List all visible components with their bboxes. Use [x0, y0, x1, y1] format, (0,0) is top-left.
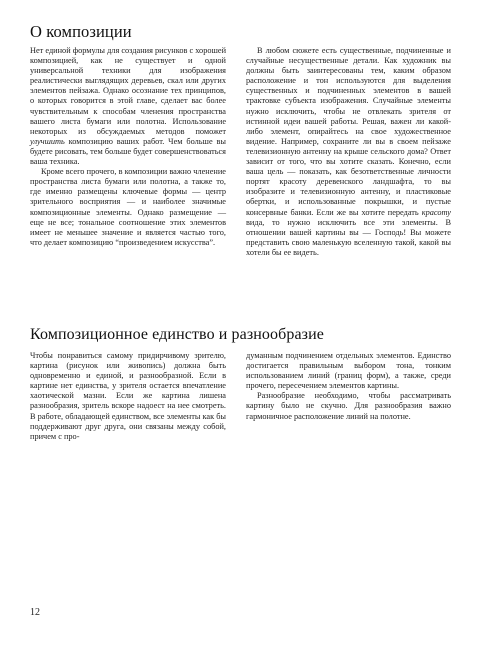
section-title-unity-variety: Композиционное единство и разнообразие [30, 326, 324, 343]
section2-left-column [30, 351, 226, 442]
emphasis-text: красоту [421, 207, 451, 217]
paragraph-text: композицию ваших работ. Чем больше вы будете рисовать, тем больше будет совершенствоваться ваша техника. [30, 136, 226, 167]
section1-left-column [30, 46, 226, 248]
paragraph [246, 46, 451, 258]
section2-right-column [246, 351, 451, 422]
paragraph: Чтобы понравиться самому придирчивому зрителю, картина (рисунок или живопись) должна быть одновременно и единой, и разнообразной. Если в картине нет единства, у зрителя остается впечатление хаотической мазни. Если же картина лишена разнообразия, зритель вскоре надоест на нее смотреть. В работе, обладающей единством, все элементы как бы поддерживают друг друга, они связаны между собой, причем с про- [30, 351, 226, 441]
paragraph-text: Нет единой формулы для создания рисунков с хорошей композицией, как не существует и одной универсальной техники для изображения реалистически выглядящих деревьев, скал или других элементов пейзажа. Однако осознание тех принципов, о которых говорится в этой главе, сделает вас более чувствительным к способам членения пространства вашего листа бумаги или полотна. Использование некоторых из обсуждаемых методов поможет [30, 46, 227, 136]
paragraph-text: В любом сюжете есть существенные, подчиненные и случайные несущественные детали. Как художник вы должны быть заинтересованы тем, каким образом расположение и тон используются для выделения существенных и подчиненных элементов в вашей трактовке субъекта изображения. Случайные элементы нужно исключить, чтобы не отвлекать зрителя от истинной идеи вашей работы. Решая, важен ли какой-либо элемент, опирайтесь на свое художественное видение. Например, сохраните ли вы в своем пейзаже телевизионную антенну на крыше сельского дома? Ответ зависит от того, что вы хотите сказать. Конечно, если ваша цель — показать, как безответственные личности портят красоту деревенского ландшафта, то вы изобразите и телевизионную антенну, и пластиковые обертки, и использованные покрышки, и пустые консервные банки. Если же вы хотите передать [246, 46, 451, 217]
paragraph-text: вида, то нужно исключить все эти элементы. В отношении вашей картины вы — Господь! Вы можете представить свою маленькую вселенную такой, какой вы хотели бы ее видеть. [246, 217, 451, 257]
paragraph: Разнообразие необходимо, чтобы рассматривать картину было не скучно. Для разнообразия важно гармоничное расположение линий на полотне. [246, 391, 451, 421]
paragraph: Кроме всего прочего, в композиции важно членение пространства листа бумаги или полотна, а также то, где именно размещены ключевые формы — центр зрительного восприятия — и наиболее значимые композиционные элементы. Однако размещение — еще не все; тональное соотношение этих элементов имеет не меньшее значение и является частью того, что делает композицию “произведением искусства”. [30, 167, 226, 247]
section-title-composition: О композиции [30, 22, 132, 41]
emphasis-text: улучшить [30, 136, 65, 146]
section1-right-column [246, 46, 451, 258]
page-number: 12 [30, 607, 40, 618]
paragraph: думанным подчинением отдельных элементов. Единство достигается правильным выбором тона, тонким использованием линий (границ форм), а также, среди прочего, пересечением элементов картины. [246, 351, 451, 391]
paragraph [30, 46, 226, 167]
